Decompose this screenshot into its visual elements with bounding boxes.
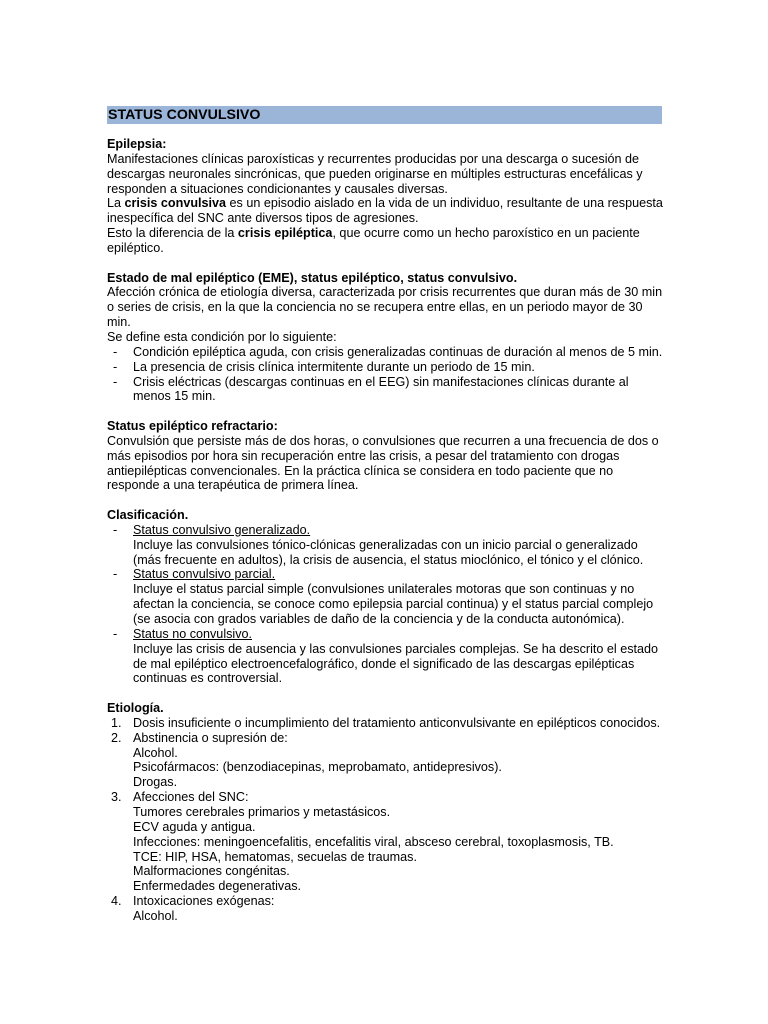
classification-title: Status convulsivo generalizado.: [133, 522, 311, 537]
classification-text: Incluye las convulsiones tónico-clónicas generalizadas con un inicio parcial o generalizado (más frecuente en adultos), la crisis de ausencia, el status mioclónico, el tónico y el clónico.: [133, 537, 644, 567]
heading-etiologia: Etiología.: [107, 701, 164, 716]
number-marker: 3.: [111, 790, 122, 805]
eme-definition: Afección crónica de etiología diversa, caracterizada por crisis recurrentes que duran más de 30 min o series de crisis, en la que la conciencia no se recupera entre ellas, en un periodo mayor de 30 min.: [107, 285, 663, 330]
crisis-convulsiva-paragraph: [107, 196, 667, 226]
sub-item: Alcohol.: [133, 745, 178, 760]
classification-text: Incluye el status parcial simple (convulsiones unilaterales motoras que son continuas y no afectan la conciencia, se conoce como epilepsia parcial continua) y el status parcial complejo (se asocia con grados variables de daño de la conciencia y de la conducta autonómica).: [133, 582, 654, 626]
crisis-epileptica-paragraph: [107, 226, 667, 256]
classification-title: Status convulsivo parcial.: [133, 567, 276, 582]
list-item-text: Crisis eléctricas (descargas continuas en el EEG) sin manifestaciones clínicas durante al menos 15 min.: [133, 374, 629, 404]
bullet-marker: -: [113, 626, 118, 641]
list-item-text: Afecciones del SNC:: [133, 790, 249, 805]
list-item: [107, 716, 667, 731]
list-item: [107, 567, 667, 626]
sub-item: TCE: HIP, HSA, hematomas, secuelas de traumas.: [133, 849, 417, 864]
sub-item: Tumores cerebrales primarios y metastásicos.: [133, 804, 391, 819]
list-item: [107, 375, 667, 405]
list-item-text: Condición epiléptica aguda, con crisis generalizadas continuas de duración al menos de 5 min.: [133, 344, 663, 359]
document-content: [107, 106, 667, 924]
document-title: STATUS CONVULSIVO: [107, 106, 662, 124]
classification-title: Status no convulsivo.: [133, 626, 253, 641]
etiologia-list: [107, 716, 667, 924]
clasificacion-list: [107, 523, 667, 686]
list-item-text: La presencia de crisis clínica intermitente durante un periodo de 15 min.: [133, 359, 535, 374]
number-marker: 4.: [111, 894, 122, 909]
epilepsia-definition: Manifestaciones clínicas paroxísticas y recurrentes producidas por una descarga o sucesión de descargas neuronales sincrónicas, que pueden originarse en múltiples estructuras encefálicas y responden a situaciones condicionantes y causales diversas.: [107, 151, 643, 196]
text-span: , que ocurre como un hecho paroxístico en un paciente epiléptico.: [107, 226, 640, 255]
list-item: [107, 894, 667, 924]
sub-item: ECV aguda y antigua.: [133, 819, 256, 834]
bullet-marker: -: [113, 522, 118, 537]
list-item: [107, 360, 667, 375]
sub-item: Alcohol.: [133, 908, 178, 923]
bullet-marker: -: [113, 374, 118, 389]
heading-refractario: Status epiléptico refractario:: [107, 419, 278, 434]
sub-item: Psicofármacos: (benzodiacepinas, meprobamato, antidepresivos).: [133, 760, 502, 775]
list-item: [107, 790, 667, 894]
number-marker: 2.: [111, 730, 122, 745]
bullet-marker: -: [113, 344, 118, 359]
bullet-marker: -: [113, 567, 118, 582]
bullet-marker: -: [113, 359, 118, 374]
eme-list: [107, 345, 667, 404]
bold-term: crisis epiléptica: [237, 226, 333, 241]
heading-epilepsia: Epilepsia:: [107, 137, 167, 151]
sub-item: Malformaciones congénitas.: [133, 864, 290, 879]
heading-clasificacion: Clasificación.: [107, 508, 189, 523]
list-item: [107, 627, 667, 686]
sub-item: Enfermedades degenerativas.: [133, 879, 302, 894]
text-span: Esto la diferencia de la: [107, 226, 238, 241]
sub-item: Drogas.: [133, 775, 178, 790]
text-span: es un episodio aislado en la vida de un individuo, resultante de una respuesta inespecífica del SNC ante diversos tipos de agresiones.: [107, 196, 663, 226]
sub-item: Infecciones: meningoencefalitis, encefalitis viral, absceso cerebral, toxoplasmosis, TB.: [133, 834, 614, 849]
eme-intro: Se define esta condición por lo siguiente:: [107, 329, 337, 344]
list-item-text: Abstinencia o supresión de:: [133, 730, 288, 745]
list-item-text: Dosis insuficiente o incumplimiento del tratamiento anticonvulsivante en epilépticos conocidos.: [133, 715, 661, 730]
list-item: [107, 345, 667, 360]
heading-eme: Estado de mal epiléptico (EME), status epiléptico, status convulsivo.: [107, 270, 518, 285]
text-span: La: [107, 196, 125, 211]
classification-text: Incluye las crisis de ausencia y las convulsiones parciales complejas. Se ha descrito el estado de mal epiléptico electroencefalográfico, donde el significado de las descargas epilépticas continuas es controversial.: [133, 641, 659, 686]
refractario-definition: Convulsión que persiste más de dos horas, o convulsiones que recurren a una frecuencia de dos o más episodios por hora sin recuperación entre las crisis, a pesar del tratamiento con drogas antiepilépticas convencionales. En la práctica clínica se considera en todo paciente que no responde a una terapéutica de primera línea.: [107, 433, 659, 493]
bold-term: crisis convulsiva: [124, 196, 227, 211]
list-item: [107, 523, 667, 568]
list-item-text: Intoxicaciones exógenas:: [133, 894, 275, 909]
number-marker: 1.: [111, 715, 122, 730]
list-item: [107, 731, 667, 790]
